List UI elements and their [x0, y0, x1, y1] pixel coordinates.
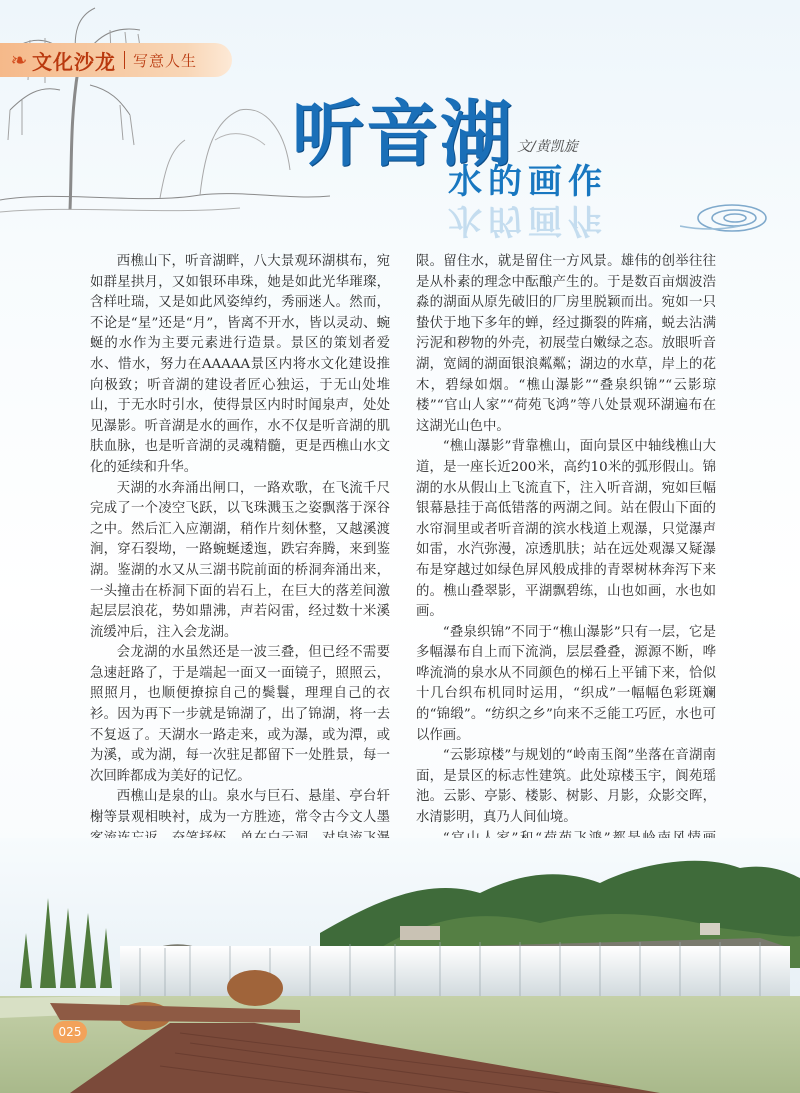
water-ripple-icon — [680, 200, 770, 236]
paragraph: “叠泉织锦”不同于“樵山瀑影”只有一层，它是多幅瀑布自上而下流淌，层层叠叠，源源不断，哗哗流淌的泉水从不同颜色的梯石上平铺下来，恰似十几台织布机同时运用，“织成”一幅幅色彩斑斓的“锦缎”。“纺织之乡”向来不乏能工巧匠，水也可以作画。 — [416, 624, 716, 743]
paragraph: “云影琼楼”与规划的“岭南玉阁”坐落在音湖南面，是景区的标志性建筑。此处琼楼玉宇，阆苑瑶池。云影、亭影、楼影、树影、月影，众影交晖，水清影明，真乃人间仙境。 — [416, 748, 716, 826]
tag-divider — [124, 51, 125, 69]
paragraph: 西樵山是泉的山。泉水与巨石、悬崖、亭台轩榭等景观相映衬，成为一方胜迹，常令古今文人墨 — [90, 789, 390, 826]
waterfall-photo — [0, 838, 800, 1093]
article-title: 听音湖 — [292, 92, 515, 176]
column-subtitle: 写意人生 — [133, 51, 198, 70]
paragraph-continued: 限。留住水，就是留住一方风景。雄伟的创举往往是从朴素的理念中酝酿产生的。于是数百亩烟波浩淼的湖面从原先破旧的厂房里脱颖而出。宛如一只蛰伏于地下多年的蝉，经过撕裂的阵痛，蜕去沾满污泥和秽物的外壳，初展莹白嫩绿之态。放眼听音湖，宽阔的湖面银浪粼粼；湖边的水草，岸上的花木，碧绿如烟。“樵山瀑影”“叠泉织锦”“云影琼楼”“官山人家”“荷苑飞鸿”等八处景观环湖遍布在这湖光山色中。 — [416, 254, 716, 434]
article-subtitle: 水的画作 — [448, 162, 608, 202]
paragraph: 西樵山下，听音湖畔，八大景观环湖棋布，宛如群星拱月，又如银环串珠，她是如此光华璀璨，含样吐瑞，又是如此风姿绰约，秀丽迷人。然而，不论是“星”还是“月”，皆离不开水，皆以灵动、蜿蜒的水作为主要元素进行造景。景区的策划者爱水、惜水，努力在AAAAA景区内将水文化建设推向极致；听音湖的建设者匠心独运，于无山处堆山，于无水时引水，使得景区内时时闻泉声，处处见瀑影。听音湖是水的画作，水不仅是听音湖的肌肤血脉，也是听音湖的灵魂精髓，更是西樵山水文化的延续和升华。 — [90, 254, 390, 475]
page-number: 025 — [53, 1021, 87, 1043]
paragraph: “樵山瀑影”背靠樵山，面向景区中轴线樵山大道，是一座长近200米，高约10米的弧形假山。锦湖的水从假山上飞流直下，注入听音湖，宛如巨幅银幕悬挂于高低错落的两湖之间。站在假山下面的水帘洞里或者听音湖的滨水栈道上观瀑，只觉瀑声如雷，水汽弥漫，凉透肌肤；站在远处观瀑又疑瀑布是穿越过如绿色屏风般成排的青翠树林奔泻下来的。樵山叠翠影，平湖飘碧练，山也如画，水也如画。 — [416, 439, 716, 620]
paragraph: 天湖的水奔涌出闸口，一路欢歌，在飞流千尺完成了一个凌空飞跃，以飞珠溅玉之姿飘落于深谷之中。然后汇入应潮湖，稍作片刻休整，又越溪渡涧，穿石裂坳，一路蜿蜒逶迤，跌宕奔腾，来到鉴湖。鉴湖的水又从三湖书院前面的桥洞奔涌出来，一头撞击在桥洞下面的岩石上，在巨大的落差间激起层层浪花，势如鼎沸，声若闷雷，经过数十米溪流缓冲后，注入会龙湖。 — [90, 480, 390, 640]
article-byline: 文/黄凯旋 — [517, 139, 578, 155]
tree-sketch-illustration — [0, 0, 330, 230]
column-name: 文化沙龙 — [32, 49, 116, 74]
subtitle-reflection: 水的画作 — [448, 200, 608, 240]
paragraph: 会龙湖的水虽然还是一波三叠，但已经不需要急速赶路了，于是端起一面又一面镜子，照照云，照照月，也顺便撩掠自己的鬓鬟，理理自己的衣衫。因为再下一步就是锦湖了，出了锦湖，将一去不复返了。天湖水一路走来，或为瀑，或为潭，或为溪，或为湖，每一次驻足都留下一处胜景，每一次回眸都成为美好的记忆。 — [90, 645, 390, 784]
column-tag — [0, 43, 232, 77]
leaf-icon: ❧ — [10, 48, 28, 72]
